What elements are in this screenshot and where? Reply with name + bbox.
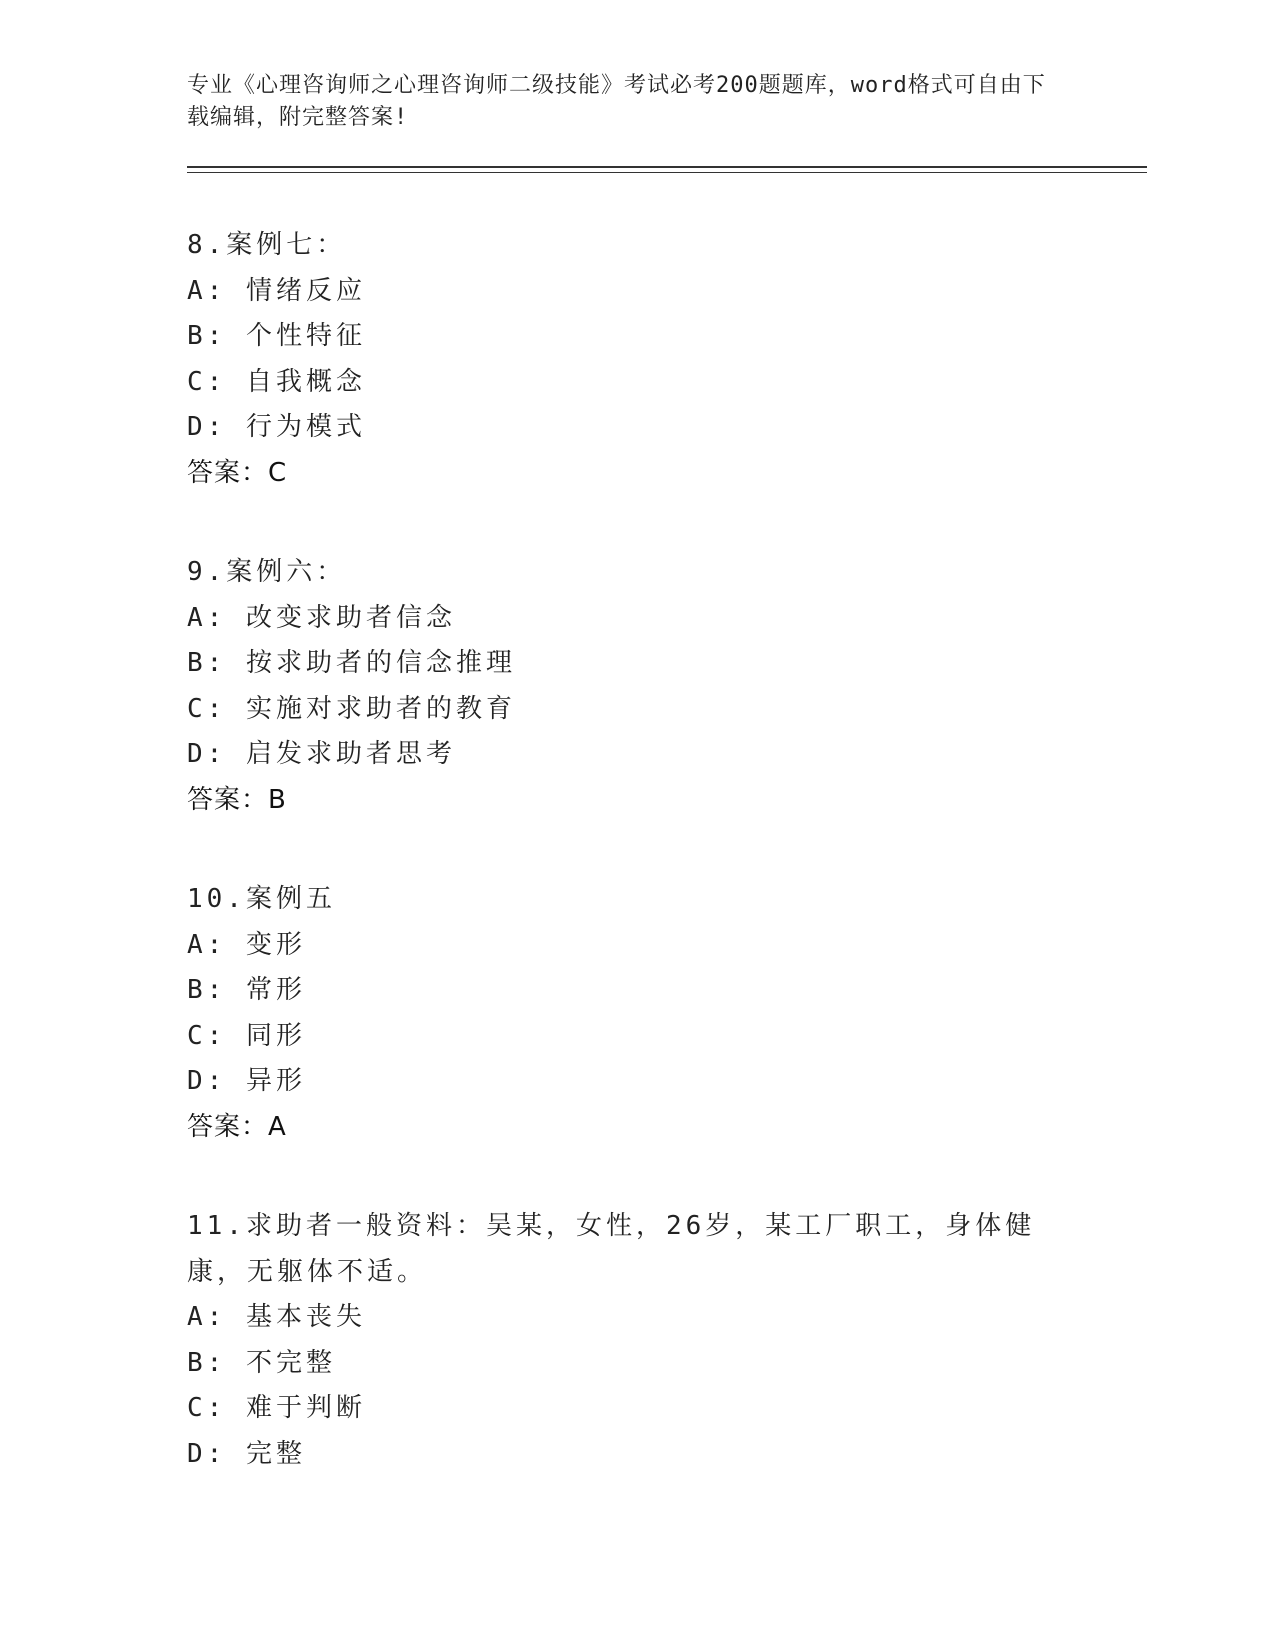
- option-b: B: 不完整: [187, 1347, 336, 1378]
- option-a: A: 改变求助者信念: [187, 602, 456, 633]
- answer-text: 答案：A: [187, 1111, 287, 1142]
- question-stem: 9.案例六：: [187, 557, 347, 587]
- document-header: 专业《心理咨询师之心理咨询师二级技能》考试必考200题题库，word格式可自由下载编辑，附完整答案!: [187, 73, 1046, 130]
- option-d: D: 异形: [187, 1066, 306, 1096]
- question-item: [187, 550, 1147, 823]
- option-b: B: 常形: [187, 975, 306, 1005]
- question-list: [187, 223, 1147, 1477]
- question-stem: 11.求助者一般资料：吴某，女性，26岁，某工厂职工，身体健康，无躯体不适。: [187, 1211, 1036, 1287]
- option-c: C: 自我概念: [187, 366, 366, 397]
- option-a: A: 基本丧失: [187, 1302, 366, 1332]
- question-stem: 10.案例五: [187, 884, 336, 914]
- option-b: B: 个性特征: [187, 321, 366, 351]
- answer-text: 答案：C: [187, 457, 288, 488]
- option-d: D: 行为模式: [187, 412, 366, 442]
- option-d: D: 完整: [187, 1438, 306, 1469]
- option-b: B: 按求助者的信念推理: [187, 648, 516, 678]
- question-item: [187, 223, 1147, 496]
- option-c: C: 同形: [187, 1020, 306, 1051]
- header-divider: [187, 166, 1147, 173]
- option-a: A: 情绪反应: [187, 275, 366, 306]
- document-page: [187, 70, 1147, 1531]
- question-stem: 8.案例七：: [187, 230, 347, 260]
- option-d: D: 启发求助者思考: [187, 739, 456, 769]
- question-item: [187, 1204, 1147, 1477]
- question-item: [187, 877, 1147, 1150]
- option-a: A: 变形: [187, 929, 306, 960]
- answer-text: 答案：B: [187, 784, 287, 815]
- option-c: C: 难于判断: [187, 1393, 366, 1423]
- option-c: C: 实施对求助者的教育: [187, 693, 516, 724]
